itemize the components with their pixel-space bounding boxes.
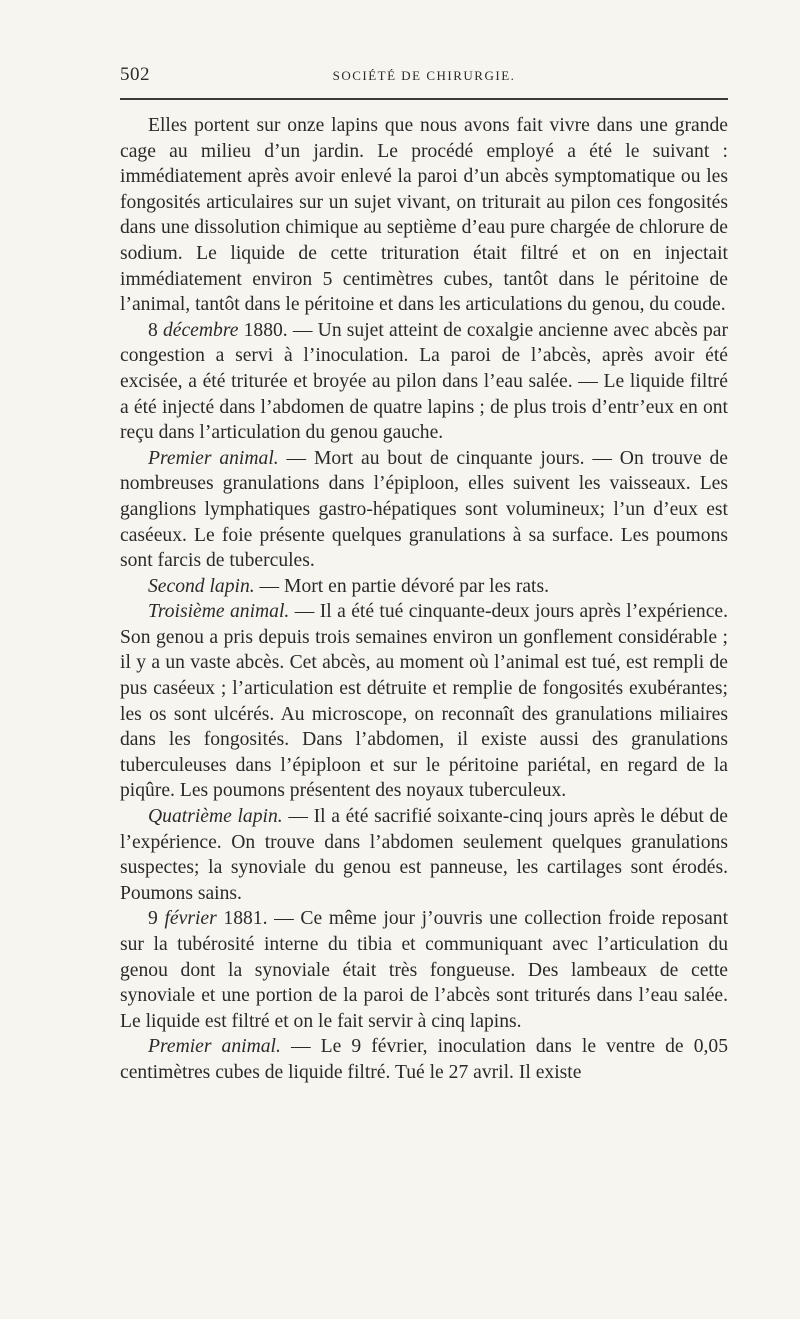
page-number: 502 [120,64,150,85]
body-text [120,113,728,1086]
header-rule [120,98,728,100]
paragraph: Second lapin. — Mort en partie dévoré par les rats. [148,575,550,597]
paragraph: 9 février 1881. — Ce même jour j’ouvris une collection froide reposant sur la tubérosité interne du tibia et communiquant avec l’articulation du genou dont la synoviale était très fongueuse. Des lambeaux de cette synoviale et une portion de la paroi de l’abcès sont triturés dans l’eau salée. Le liquide est filtré et on le fait servir à cinq lapins. [120,908,729,1032]
paragraph: Premier animal. — Le 9 février, inoculation dans le ventre de 0,05 centimètres cubes de liquide filtré. Tué le 27 avril. Il existe [120,1036,728,1083]
paragraph: Troisième animal. — Il a été tué cinquante-deux jours après l’expérience. Son genou a pris depuis trois semaines environ un gonflement considérable ; il y a un vaste abcès. Cet abcès, au moment où l’animal est tué, est rempli de pus caséeux ; l’articulation est détruite et remplie de fongosités exubérantes; les os sont ulcérés. Au microscope, on reconnaît des granulations miliaires dans les fongosités. Dans l’abdomen, il existe aussi des granulations tuberculeuses dans l’épiploon et sur le péritoine pariétal, en regard de la piqûre. Les poumons présentent des noyaux tuberculeux. [120,601,729,802]
paragraph: Elles portent sur onze lapins que nous avons fait vivre dans une grande cage au milieu d’un jardin. Le procédé employé a été le suivant : immédiatement après avoir enlevé la paroi d’un abcès symptomatique ou les fongosités articulaires sur un sujet vivant, on triturait au pilon ces fongosités dans une dissolution chimique au septième d’eau pure chargée de chlorure de sodium. Le liquide de cette trituration était filtré et on en injectait immédiatement environ 5 centimètres cubes, tantôt dans le péritoine de l’animal, tantôt dans le péritoine et dans les articulations du genou, du coude. [120,115,728,316]
paragraph: Quatrième lapin. — Il a été sacrifié soixante-cinq jours après le début de l’expérience. On trouve dans l’abdomen seulement quelques granulations suspectes; la synoviale du genou est panneuse, les cartilages sont érodés. Poumons sains. [120,806,729,904]
paragraph: 8 décembre 1880. — Un sujet atteint de coxalgie ancienne avec abcès par congestion a servi à l’inoculation. La paroi de l’abcès, après avoir été excisée, a été triturée et broyée au pilon dans l’eau salée. — Le liquide filtré a été injecté dans l’abdomen de quatre lapins ; de plus trois d’entr’eux en ont reçu dans l’articulation du genou gauche. [120,319,728,444]
running-title: SOCIÉTÉ DE CHIRURGIE. [332,68,516,83]
paragraph: Premier animal. — Mort au bout de cinquante jours. — On trouve de nombreuses granulations dans l’épiploon, elles suivent les vaisseaux. Les ganglions lymphatiques gastro-hépatiques sont volumineux; l’un d’eux est caséeux. Le foie présente quelques granulations à sa surface. Les poumons sont farcis de tubercules. [120,447,728,572]
page-header [120,64,728,88]
